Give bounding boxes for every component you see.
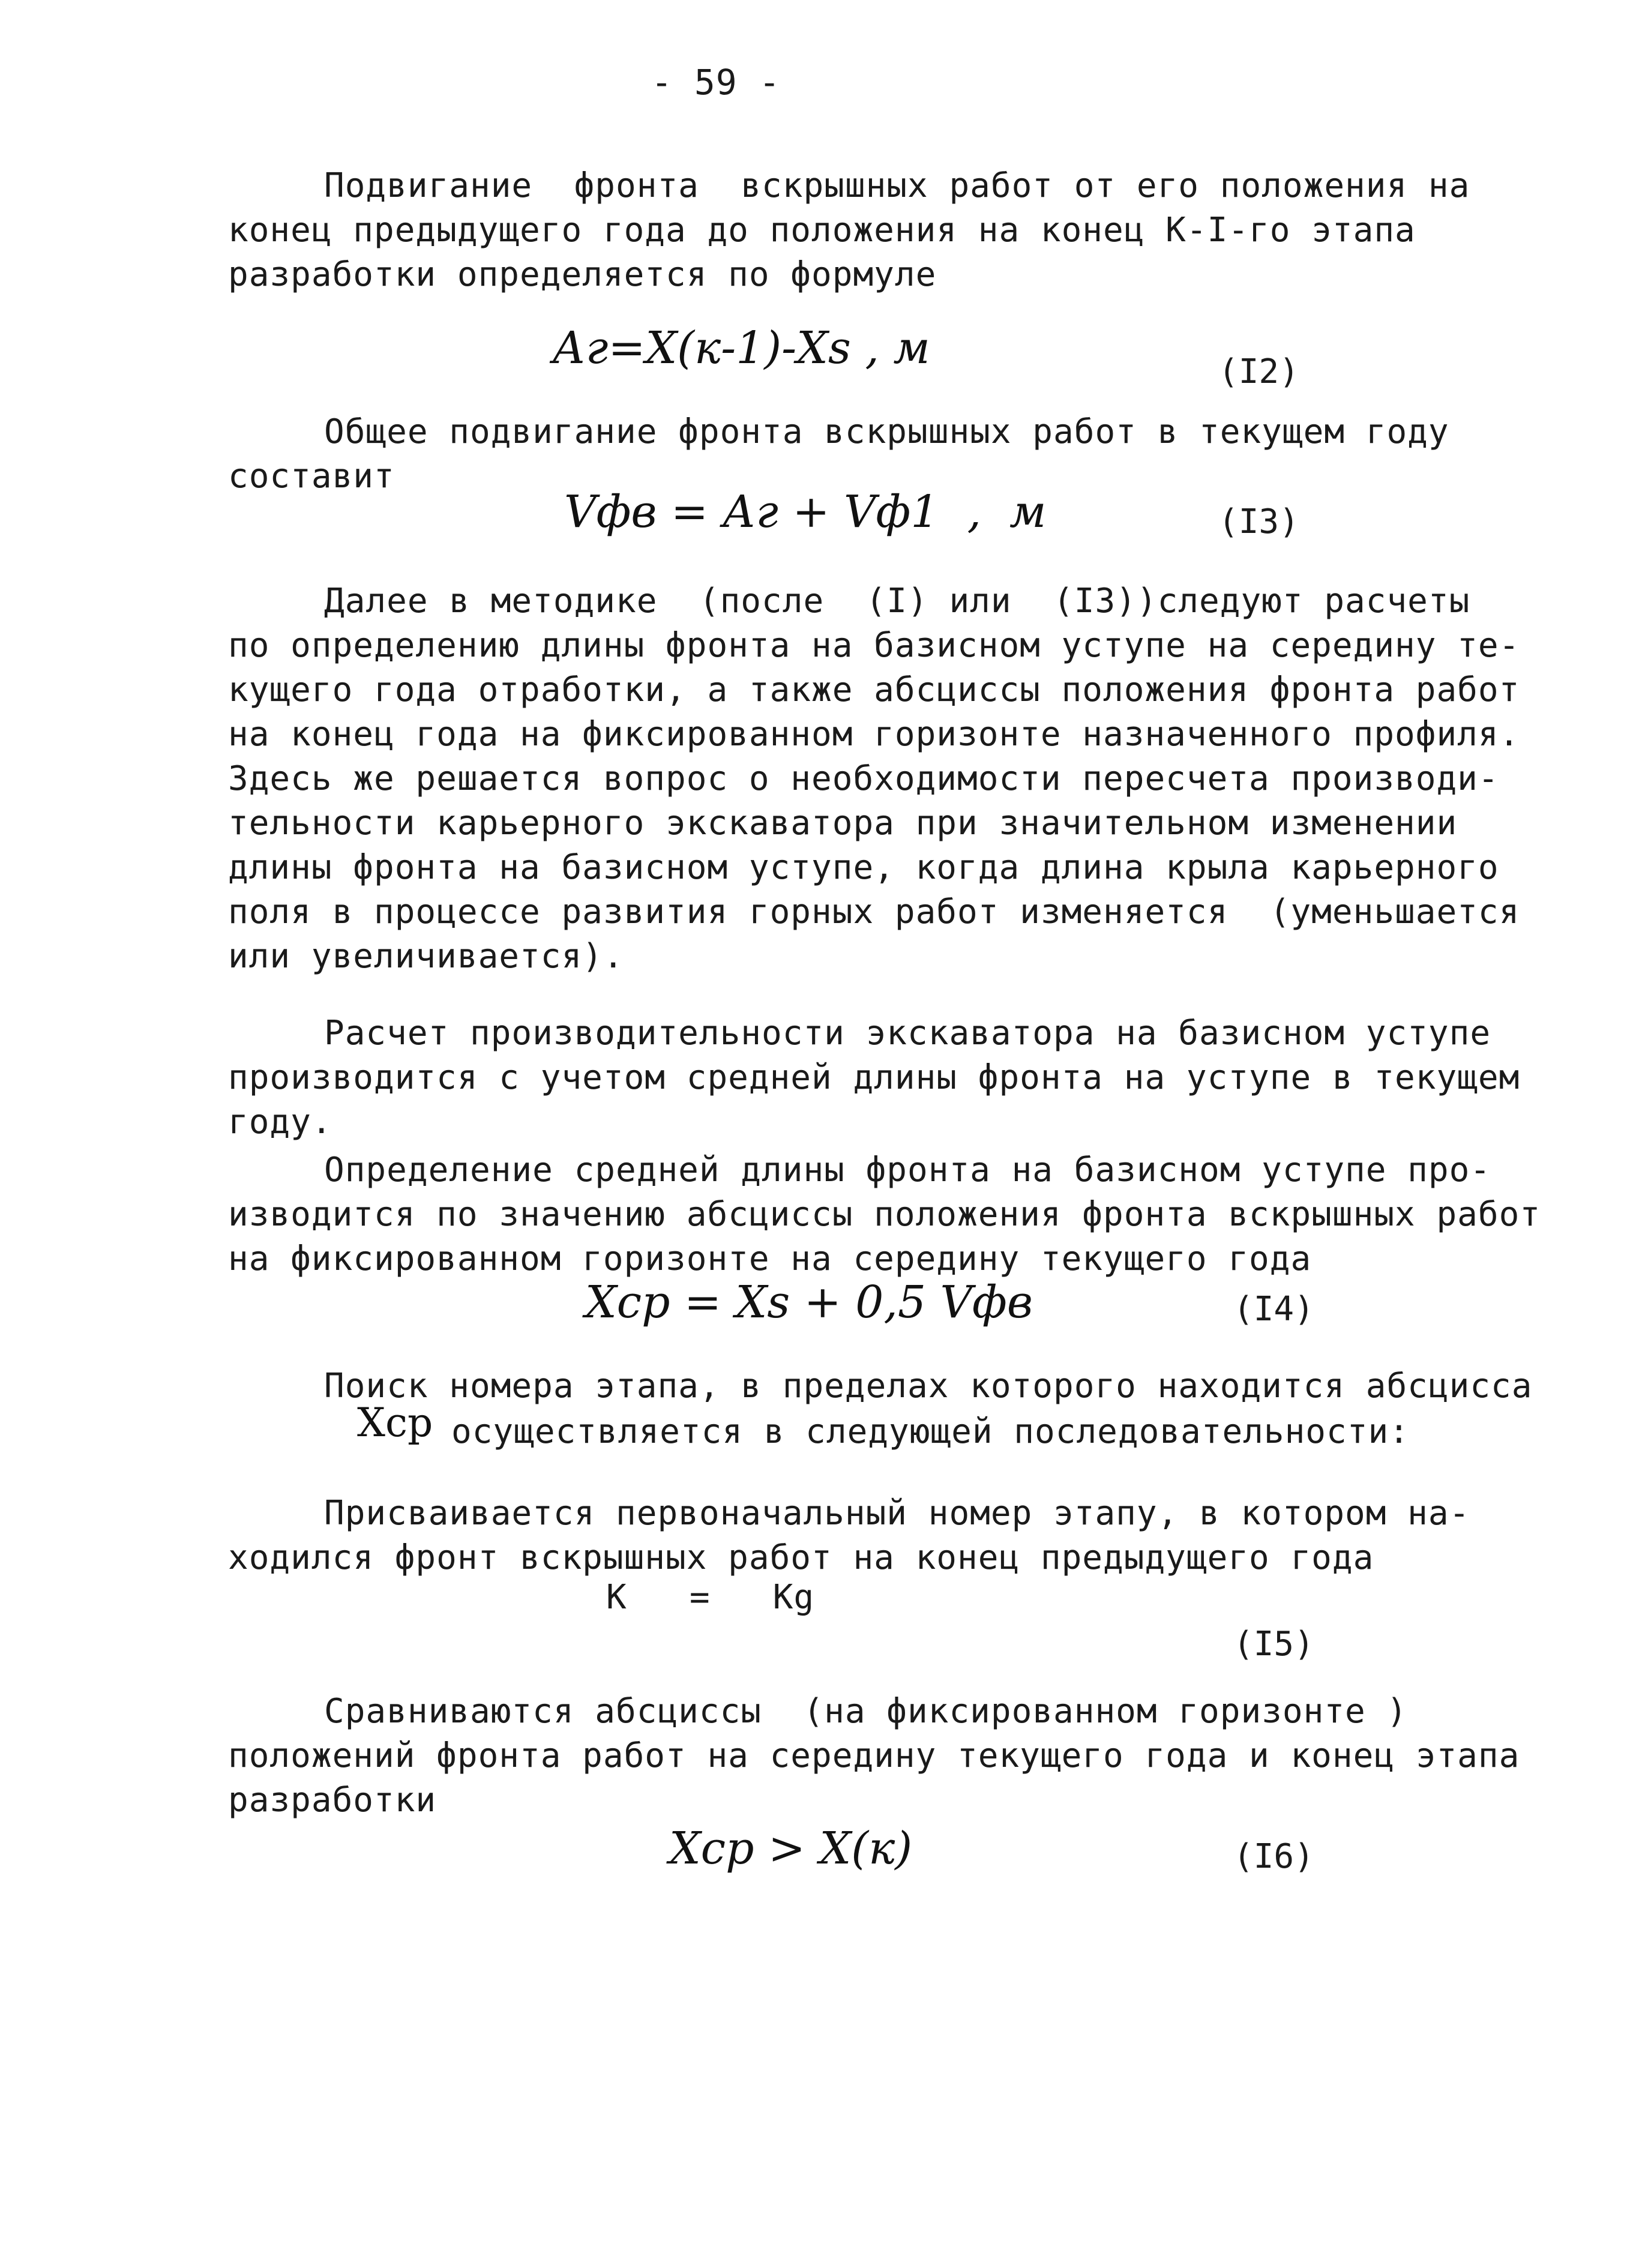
paragraph-3-line-5: Здесь же решается вопрос о необходимости пересчета производи- (228, 759, 1499, 798)
paragraph-8-line-1: Сравниваются абсциссы (на фиксированном горизонте ) (324, 1692, 1408, 1731)
paragraph-1-line-1: Подвигание фронта вскрышных работ от его положения на (324, 166, 1470, 205)
paragraph-5-line-1: Определение средней длины фронта на базисном уступе про- (324, 1151, 1491, 1190)
equation-number-16: (I6) (1233, 1837, 1314, 1876)
paragraph-3-line-3: кущего года отработки, а также абсциссы положения фронта работ (228, 670, 1520, 709)
equation-number-15: (I5) (1233, 1625, 1314, 1664)
paragraph-2-line-1: Общее подвигание фронта вскрышных работ в текущем году (324, 412, 1449, 451)
paragraph-4-line-1: Расчет производительности экскаватора на базисном уступе (324, 1014, 1491, 1053)
paragraph-3-line-7: длины фронта на базисном уступе, когда длина крыла карьерного (228, 848, 1499, 887)
paragraph-3-line-2: по определению длины фронта на базисном уступе на середину те- (228, 626, 1520, 665)
paragraph-5-line-3: на фиксированном горизонте на середину текущего года (228, 1239, 1312, 1278)
formula-16: Хср > Х(к) (669, 1823, 913, 1874)
paragraph-6-line-2: осуществляется в следующей последовательности: (451, 1412, 1410, 1451)
formula-15: К = Кg (606, 1578, 815, 1617)
paragraph-1-line-2: конец предыдущего года до положения на конец К-I-го этапа (228, 211, 1416, 250)
paragraph-7-line-2: ходился фронт вскрышных работ на конец предыдущего года (228, 1538, 1374, 1577)
inline-symbol-xcp: Хср (357, 1400, 433, 1446)
paragraph-3-line-8: поля в процессе развития горных работ изменяется (уменьшается (228, 892, 1520, 931)
paragraph-8-line-2: положений фронта работ на середину текущего года и конец этапа (228, 1736, 1520, 1775)
formula-14: Хср = Хs + 0,5 Vфв (585, 1277, 1033, 1328)
paragraph-3-line-1: Далее в методике (после (I) или (I3))следуют расчеты (324, 582, 1470, 621)
paragraph-8-line-3: разработки (228, 1781, 437, 1820)
paragraph-4-line-3: году. (228, 1102, 332, 1142)
paragraph-6-line-1: Поиск номера этапа, в пределах которого находится абсцисса (324, 1367, 1533, 1406)
formula-12: Аг=Х(к-1)-Хs , м (552, 322, 930, 374)
page-number: - 59 - (651, 62, 781, 103)
equation-number-12: (I2) (1218, 352, 1299, 391)
paragraph-3-line-4: на конец года на фиксированном горизонте назначенного профиля. (228, 715, 1520, 754)
formula-13: Vфв = Аг + Vф1 , м (564, 486, 1047, 538)
paragraph-5-line-2: изводится по значению абсциссы положения фронта вскрышных работ (228, 1195, 1541, 1234)
paragraph-1-line-3: разработки определяется по формуле (228, 255, 937, 294)
equation-number-14: (I4) (1233, 1290, 1314, 1329)
paragraph-3-line-9: или увеличивается). (228, 937, 624, 976)
paragraph-2-line-2: составит (228, 457, 395, 496)
paragraph-3-line-6: тельности карьерного экскаватора при значительном изменении (228, 804, 1458, 843)
paragraph-7-line-1: Присваивается первоначальный номер этапу, в котором на- (324, 1494, 1470, 1533)
paragraph-4-line-2: производится с учетом средней длины фронта на уступе в текущем (228, 1058, 1520, 1097)
equation-number-13: (I3) (1218, 502, 1299, 541)
